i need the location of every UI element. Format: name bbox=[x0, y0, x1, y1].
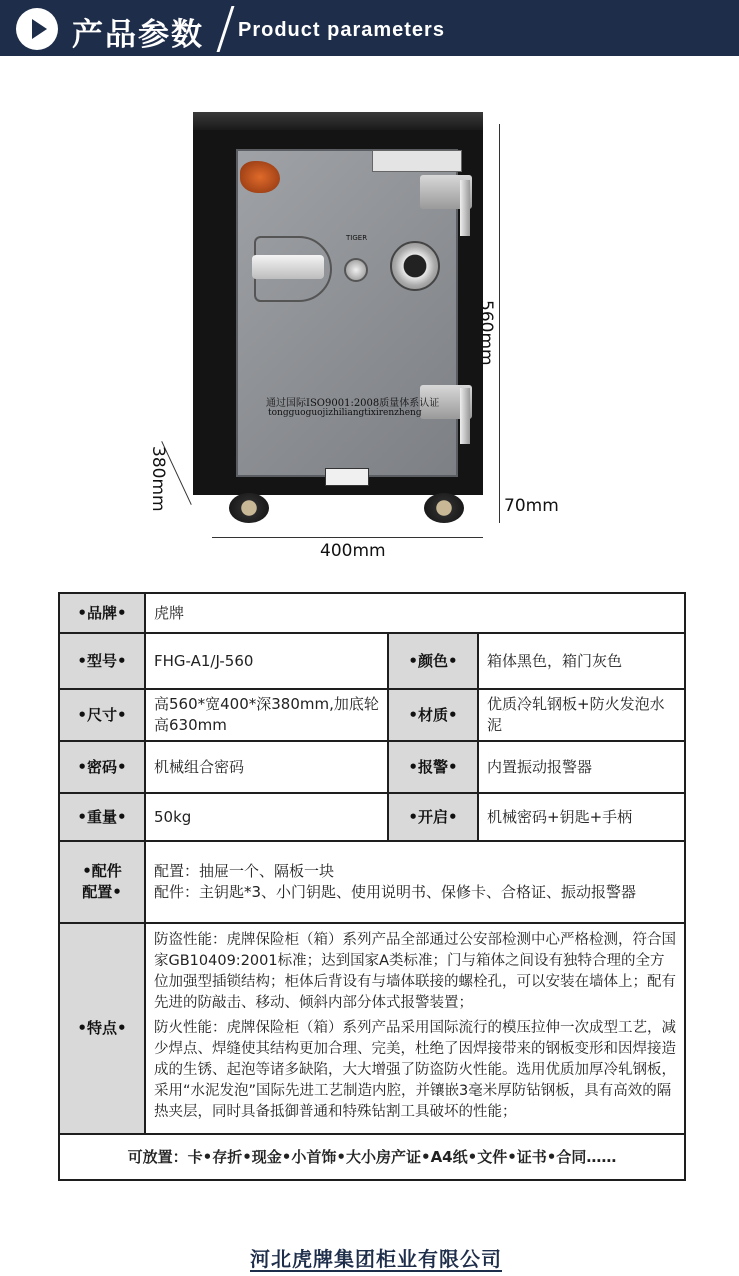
key-lock-icon bbox=[344, 258, 368, 282]
fireproof-paragraph: 防火性能：虎牌保险柜（箱）系列产品采用国际流行的模压拉伸一次成型工艺，减少焊点、焊缝使其结构更加合理、完美，杜绝了因焊接带来的钢板变形和因焊接造成的生锈、起泡等诸多缺陷，大大增强了防盗防火性能。选用优质加厚冷轧钢板，采用“水泥发泡”国际先进工艺制造内腔，并镶嵌3毫米厚防钻钢板，具有高效的隔热夹层，同时具备抵御普通和特殊钻割工具破坏的性能； bbox=[154, 1020, 676, 1120]
table-row bbox=[59, 689, 685, 741]
title-divider bbox=[217, 6, 235, 52]
page-header bbox=[0, 0, 739, 56]
wheel-dimension-line bbox=[499, 495, 500, 523]
accessories-label-line2: 配置• bbox=[82, 883, 122, 901]
brand-label: •品牌• bbox=[59, 593, 145, 633]
spec-table bbox=[58, 592, 686, 1181]
material-value: 优质冷轧钢板+防火发泡水泥 bbox=[478, 689, 685, 741]
color-value: 箱体黑色，箱门灰色 bbox=[478, 633, 685, 689]
depth-dimension: 380mm bbox=[148, 446, 168, 512]
lower-hinge-pin bbox=[460, 388, 470, 444]
lock-brand-text: TIGER bbox=[346, 234, 368, 242]
weight-value: 50kg bbox=[145, 793, 388, 841]
left-wheel bbox=[229, 493, 269, 523]
door-label-plate bbox=[372, 150, 462, 172]
width-dimension: 400mm bbox=[320, 541, 386, 561]
brand-value: 虎牌 bbox=[145, 593, 685, 633]
accessories-config: 配置：抽屉一个、隔板一块 bbox=[154, 862, 335, 880]
tiger-logo-icon bbox=[240, 161, 280, 193]
password-value: 机械组合密码 bbox=[145, 741, 388, 793]
open-value: 机械密码+钥匙+手柄 bbox=[478, 793, 685, 841]
door-handle bbox=[252, 255, 324, 279]
size-value: 高560*宽400*深380mm,加底轮高630mm bbox=[145, 689, 388, 741]
storage-items: 可放置：卡•存折•现金•小首饰•大小房产证•A4纸•文件•证书•合同…… bbox=[59, 1134, 685, 1180]
features-label: •特点• bbox=[59, 923, 145, 1134]
password-label: •密码• bbox=[59, 741, 145, 793]
product-image bbox=[0, 60, 739, 580]
height-dimension: 560mm bbox=[476, 300, 496, 366]
width-dimension-line bbox=[212, 537, 483, 538]
features-value bbox=[145, 923, 685, 1134]
table-row bbox=[59, 793, 685, 841]
table-row bbox=[59, 633, 685, 689]
table-row bbox=[59, 1134, 685, 1180]
accessories-label bbox=[59, 841, 145, 923]
company-name: 河北虎牌集团柜业有限公司 bbox=[250, 1247, 502, 1271]
alarm-value: 内置振动报警器 bbox=[478, 741, 685, 793]
accessories-value bbox=[145, 841, 685, 923]
door-cert-pinyin: tongguoguojizhiliangtixirenzheng bbox=[268, 408, 422, 418]
safe-top bbox=[193, 112, 483, 130]
table-row bbox=[59, 841, 685, 923]
table-row bbox=[59, 593, 685, 633]
open-label: •开启• bbox=[388, 793, 478, 841]
base-nameplate bbox=[325, 468, 369, 486]
color-label: •颜色• bbox=[388, 633, 478, 689]
model-label: •型号• bbox=[59, 633, 145, 689]
height-dimension-line bbox=[499, 124, 500, 495]
size-label: •尺寸• bbox=[59, 689, 145, 741]
table-row bbox=[59, 741, 685, 793]
wheel-height-dimension: 70mm bbox=[504, 496, 559, 516]
upper-hinge-pin bbox=[460, 180, 470, 236]
alarm-label: •报警• bbox=[388, 741, 478, 793]
accessories-parts: 配件：主钥匙*3、小门钥匙、使用说明书、保修卡、合格证、振动报警器 bbox=[154, 883, 637, 901]
material-label: •材质• bbox=[388, 689, 478, 741]
right-wheel bbox=[424, 493, 464, 523]
section-title-english: Product parameters bbox=[238, 19, 445, 41]
weight-label: •重量• bbox=[59, 793, 145, 841]
door-cert-text: 通过国际ISO9001:2008质量体系认证 bbox=[266, 398, 440, 409]
accessories-label-line1: •配件 bbox=[82, 862, 122, 880]
combination-dial-icon bbox=[390, 241, 440, 291]
table-row bbox=[59, 923, 685, 1134]
model-value: FHG-A1/J-560 bbox=[145, 633, 388, 689]
play-icon bbox=[16, 8, 58, 50]
section-title: 产品参数 bbox=[72, 17, 204, 53]
anti-theft-paragraph: 防盗性能：虎牌保险柜（箱）系列产品全部通过公安部检测中心严格检测，符合国家GB10409:2001标准；达到国家A类标准；门与箱体之间设有独特合理的全方位加强型插锁结构；柜体后背设有与墙体联接的螺栓孔，可以安装在墙体上；配有先进的防敲击、移动、倾斜内部分体式报警装置； bbox=[154, 932, 676, 1011]
